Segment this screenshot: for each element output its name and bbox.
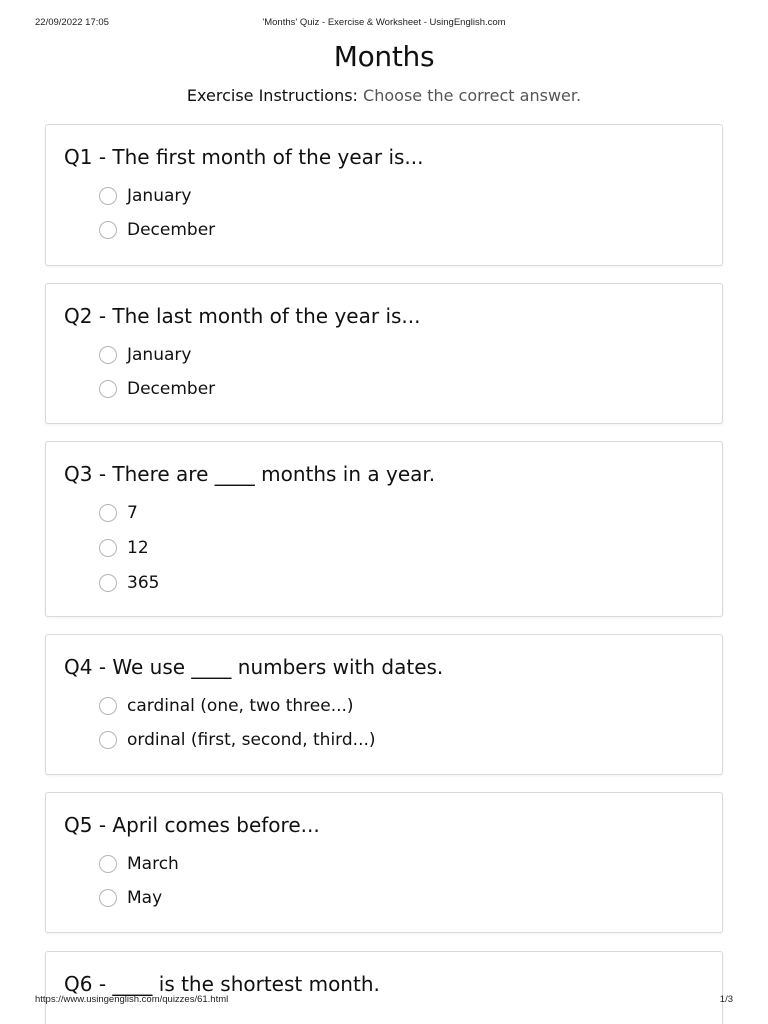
answer-option-label: March	[127, 854, 179, 874]
instructions-label: Exercise Instructions:	[186, 86, 358, 105]
print-page-title: 'Months' Quiz - Exercise & Worksheet - UsingEnglish.com	[262, 17, 506, 28]
question-title: Q3 - There are ____ months in a year.	[64, 462, 436, 486]
answer-option[interactable]	[99, 501, 138, 525]
radio-button[interactable]	[99, 855, 117, 873]
print-datetime: 22/09/2022 17:05	[35, 17, 109, 28]
answer-option[interactable]	[99, 728, 376, 752]
exercise-instructions	[0, 86, 768, 105]
answer-option-label: 365	[127, 573, 160, 593]
answer-option-label: May	[127, 888, 163, 908]
answer-option[interactable]	[99, 377, 215, 401]
answer-option[interactable]	[99, 218, 215, 242]
answer-option[interactable]	[99, 852, 179, 876]
question-title: Q2 - The last month of the year is...	[64, 304, 421, 328]
answer-option[interactable]	[99, 184, 191, 208]
answer-option[interactable]	[99, 536, 149, 560]
question-card-q2	[45, 283, 723, 424]
radio-button[interactable]	[99, 187, 117, 205]
answer-option[interactable]	[99, 694, 354, 718]
radio-button[interactable]	[99, 380, 117, 398]
answer-option-label: cardinal (one, two three...)	[127, 696, 354, 716]
question-card-q6	[45, 951, 723, 1024]
answer-option-label: January	[127, 186, 192, 206]
question-title: Q5 - April comes before...	[64, 813, 320, 837]
radio-button[interactable]	[99, 539, 117, 557]
page-title: Months	[333, 40, 435, 73]
radio-button[interactable]	[99, 697, 117, 715]
radio-button[interactable]	[99, 889, 117, 907]
instructions-text: Choose the correct answer.	[363, 86, 582, 105]
answer-option-label: December	[127, 379, 216, 399]
question-title: Q6 - ____ is the shortest month.	[64, 972, 380, 996]
radio-button[interactable]	[99, 731, 117, 749]
radio-button[interactable]	[99, 221, 117, 239]
answer-option[interactable]	[99, 886, 162, 910]
print-footer	[0, 994, 768, 1008]
question-card-q3	[45, 441, 723, 617]
answer-option-label: 7	[127, 503, 138, 523]
answer-option[interactable]	[99, 343, 191, 367]
question-title: Q4 - We use ____ numbers with dates.	[64, 655, 444, 679]
answer-option-label: December	[127, 220, 216, 240]
question-card-q5	[45, 792, 723, 933]
question-title: Q1 - The first month of the year is...	[64, 145, 424, 169]
print-page-number: 1/3	[719, 994, 733, 1005]
answer-option-label: 12	[127, 538, 149, 558]
print-header	[0, 17, 768, 31]
answer-option-label: ordinal (first, second, third...)	[127, 730, 376, 750]
radio-button[interactable]	[99, 504, 117, 522]
radio-button[interactable]	[99, 574, 117, 592]
print-url: https://www.usingenglish.com/quizzes/61.html	[35, 994, 229, 1005]
answer-option-label: January	[127, 345, 192, 365]
question-card-q1	[45, 124, 723, 266]
question-card-q4	[45, 634, 723, 775]
radio-button[interactable]	[99, 346, 117, 364]
answer-option[interactable]	[99, 571, 159, 595]
